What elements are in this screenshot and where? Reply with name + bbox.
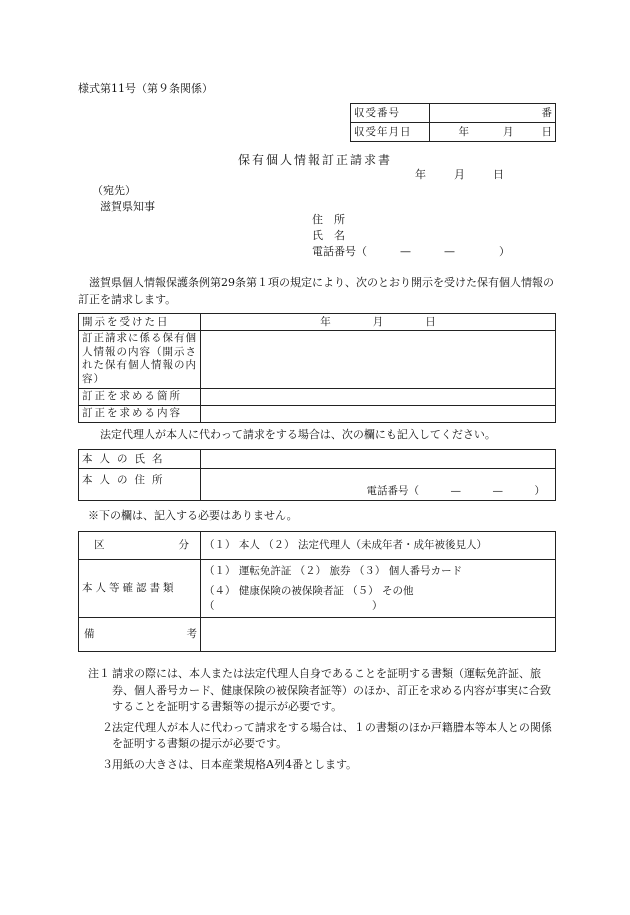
principal-phone-label: 電話番号（ — — ）: [366, 484, 545, 497]
id-docs-line2: （４） 健康保険の被保険者証 （５） その他（ ）: [204, 585, 414, 612]
principal-address-label: 本人の住所: [79, 469, 201, 501]
category-label-left: 区: [94, 539, 105, 552]
addressee-name: 滋賀県知事: [100, 200, 155, 213]
category-label-right: 分: [178, 539, 189, 552]
correction-field[interactable]: [201, 405, 556, 422]
agent-note: 法定代理人が本人に代わって請求をする場合は、次の欄にも記入してください。: [100, 428, 496, 441]
note-1: [78, 666, 556, 716]
id-docs-line1: （１） 運転免許証 （２） 旅券 （３） 個人番号カード: [204, 565, 463, 578]
applicant-name-label[interactable]: 氏 名: [312, 229, 345, 242]
form-number: 様式第11号（第９条関係）: [78, 82, 213, 95]
remarks-field[interactable]: [201, 618, 556, 652]
id-docs-field[interactable]: [201, 560, 556, 618]
note-3-num: ３: [102, 757, 113, 771]
receipt-number-field[interactable]: [430, 104, 556, 123]
request-table: [78, 313, 556, 423]
remarks-label-left: 備: [84, 628, 95, 641]
receipt-table: [350, 103, 556, 142]
note-3: [78, 757, 556, 774]
category-field[interactable]: （１） 本人 （２） 法定代理人（未成年者・成年被後見人）: [201, 532, 556, 560]
request-date-month: 月: [454, 168, 465, 181]
notes: [78, 666, 556, 777]
remarks-label-right: 考: [186, 628, 197, 641]
applicant-phone-label[interactable]: 電話番号（ — — ）: [312, 245, 510, 258]
disclosed-date-label: 開示を受けた日: [79, 314, 201, 331]
not-required-note: ※下の欄は、記入する必要はありません。: [88, 509, 298, 522]
receipt-number-label: 収受番号: [351, 104, 430, 123]
receipt-year: 年: [458, 125, 469, 138]
principal-name-label: 本人の氏名: [79, 450, 201, 469]
note-1-num: 注１: [88, 667, 110, 680]
applicant-address-label[interactable]: 住 所: [312, 213, 345, 226]
note-2: [78, 720, 556, 753]
disclosed-date-field[interactable]: 年 月 日: [201, 314, 556, 331]
principal-name-field[interactable]: [201, 450, 556, 469]
note-1-text: 請求の際には、本人または法定代理人自身であることを証明する書類（運転免許証、旅券、個人番号カード、健康保険の被保険者証等）のほか、訂正を求める内容が事実に合致することを証明する書類等の提示が必要です。: [112, 667, 552, 713]
content-field[interactable]: [201, 331, 556, 389]
note-3-text: 用紙の大きさは、日本産業規格A列4番とします。: [112, 757, 358, 771]
receipt-number-suffix: 番: [541, 106, 552, 119]
receipt-day: 日: [541, 125, 552, 138]
receipt-date-field[interactable]: [430, 123, 556, 142]
note-2-text: 法定代理人が本人に代わって請求をする場合は、１の書類のほか戸籍謄本等本人との関係を証明する書類の提示が必要です。: [112, 720, 552, 750]
request-date[interactable]: [415, 168, 535, 183]
id-docs-label: 本人等確認書類: [79, 560, 201, 618]
location-field[interactable]: [201, 388, 556, 405]
correction-label: 訂正を求める内容: [79, 405, 201, 422]
request-date-year: 年: [415, 168, 426, 181]
content-label: 訂正請求に係る保有個人情報の内容（開示された保有個人情報の内容）: [79, 331, 201, 389]
location-label: 訂正を求める箇所: [79, 388, 201, 405]
addressee-label: （宛先）: [92, 184, 136, 197]
request-date-day: 日: [493, 168, 504, 181]
receipt-month: 月: [503, 125, 514, 138]
intro-text: 滋賀県個人情報保護条例第29条第１項の規定により、次のとおり開示を受けた保有個人情報の訂正を請求します。: [78, 276, 554, 306]
receipt-date-label: 収受年月日: [351, 123, 430, 142]
office-use-table: [78, 531, 556, 652]
principal-address-field[interactable]: [201, 469, 556, 501]
category-label: [79, 532, 201, 560]
form-title: 保有個人情報訂正請求書: [237, 153, 392, 167]
agent-table: [78, 449, 556, 501]
applicant-block: [312, 213, 510, 261]
remarks-label: [79, 618, 201, 652]
note-2-num: ２: [102, 720, 113, 734]
